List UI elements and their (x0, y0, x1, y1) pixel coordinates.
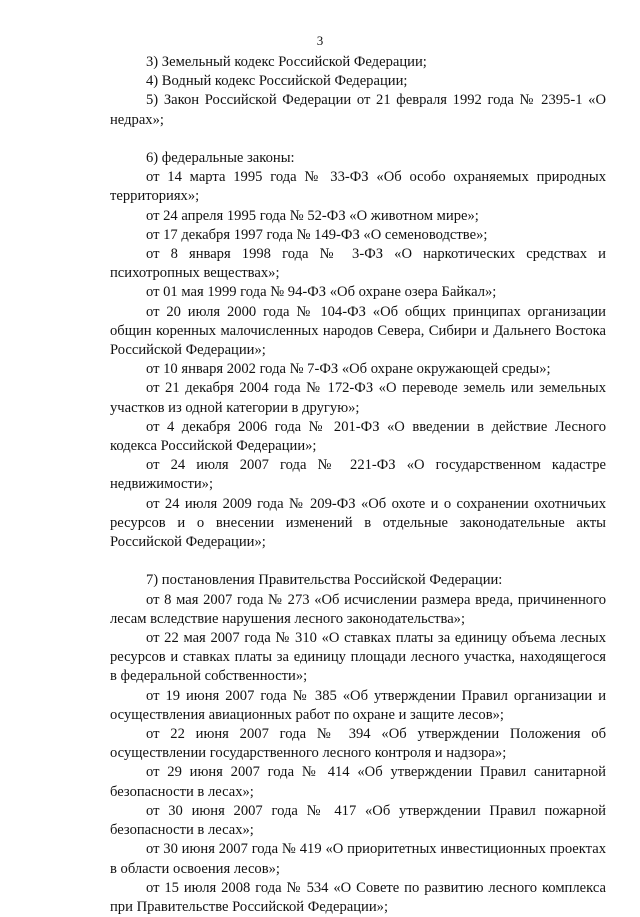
list-item: от 24 апреля 1995 года № 52-ФЗ «О животном мире»; (146, 207, 479, 224)
list-item: от 22 июня 2007 года № 394 «Об утверждении Положения об осуществлении государственного лесного контроля и надзора»; (110, 726, 606, 762)
list-item: от 30 июня 2007 года № 417 «Об утверждении Правил пожарной безопасности в лесах»; (110, 802, 606, 839)
list-item: от 8 мая 2007 года № 273 «Об исчислении размера вреда, причиненного лесам вследствие нарушения лесного законодательства»; (110, 591, 606, 627)
list-item: от 10 января 2002 года № 7-ФЗ «Об охране окружающей среды»; (146, 361, 551, 378)
paragraph: 5) Закон Российской Федерации от 21 февраля 1992 года № 2395-1 «О недрах»; (110, 92, 606, 128)
list-item: от 8 января 1998 года № 3-ФЗ «О наркотических средствах и психотропных веществах»; (110, 246, 606, 282)
section-heading: 7) постановления Правительства Российской Федерации: (146, 572, 503, 589)
list-item: от 19 июня 2007 года № 385 «Об утверждении Правил организации и осуществления авиационных работ по охране и защите лесов»; (110, 687, 606, 723)
section-heading: 6) федеральные законы: (146, 150, 295, 166)
blank-line (110, 130, 606, 149)
list-item: от 29 июня 2007 года № 414 «Об утверждении Правил санитарной безопасности в лесах»; (110, 764, 606, 800)
list-item: от 24 июля 2009 года № 209-ФЗ «Об охоте и о сохранении охотничьих ресурсов и о внесении изменений в отдельные законодательные акты Российской Федерации»; (110, 495, 606, 551)
list-item: от 4 декабря 2006 года № 201-ФЗ «О введении в действие Лесного кодекса Российской Федерации»; (110, 418, 606, 455)
blank-line (110, 552, 606, 571)
list-item: от 14 марта 1995 года № 33-ФЗ «Об особо охраняемых природных территориях»; (110, 169, 606, 205)
list-item: от 20 июля 2000 года № 104-ФЗ «Об общих принципах организации общин коренных малочисленных народов Севера, Сибири и Дальнего Востока Российской Федерации»; (110, 303, 606, 359)
list-item: от 30 июня 2007 года № 419 «О приоритетных инвестиционных проектах в области освоения лесов»; (110, 841, 606, 877)
list-item: от 01 мая 1999 года № 94-ФЗ «Об охране озера Байкал»; (146, 284, 497, 301)
page-number: 3 (316, 33, 324, 48)
list-item: от 24 июля 2007 года № 221-ФЗ «О государственном кадастре недвижимости»; (110, 457, 606, 493)
paragraph: 4) Водный кодекс Российской Федерации; (146, 73, 408, 90)
list-item: от 22 мая 2007 года № 310 «О ставках платы за единицу объема лесных ресурсов и ставках платы за единицу площади лесного участка, находящегося в федеральной собственности»; (110, 630, 606, 685)
list-item: от 15 июля 2008 года № 534 «О Совете по развитию лесного комплекса при Правительстве Российской Федерации»; (110, 879, 606, 915)
list-item: от 17 декабря 1997 года № 149-ФЗ «О семеноводстве»; (146, 226, 488, 243)
list-item: от 21 декабря 2004 года № 172-ФЗ «О переводе земель или земельных участков из одной категории в другую»; (110, 380, 606, 416)
document-body (110, 53, 606, 917)
paragraph: 3) Земельный кодекс Российской Федерации; (146, 54, 427, 70)
